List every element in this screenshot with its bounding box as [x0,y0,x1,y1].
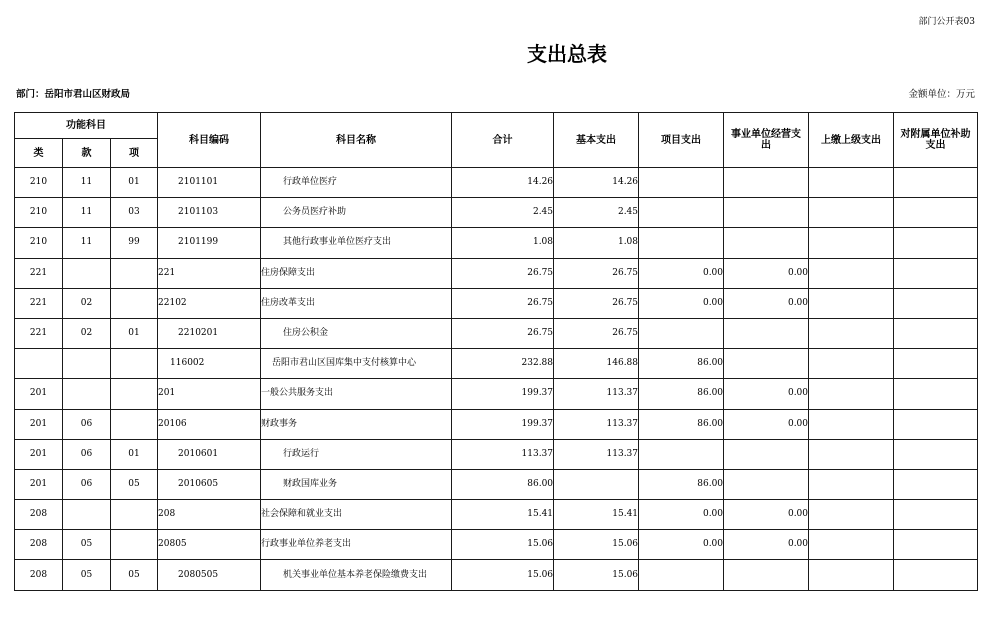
subject-name-cell: 行政事业单位养老支出 [261,530,452,560]
table-row [15,379,978,409]
subject-code-cell: 20805 [158,530,261,560]
basic-expenditure-cell: 26.75 [554,258,639,288]
header-total: 合计 [452,113,554,168]
business-expenditure-cell: 0.00 [724,379,809,409]
affiliate-subsidy-cell [894,318,978,348]
basic-expenditure-cell: 15.06 [554,530,639,560]
upper-remittance-cell [809,168,894,198]
category-lei-cell [15,349,63,379]
table-row [15,469,978,499]
total-amount-cell: 1.08 [452,228,554,258]
header-kuan: 款 [63,139,111,168]
upper-remittance-cell [809,500,894,530]
project-expenditure-cell: 0.00 [639,258,724,288]
total-amount-cell: 26.75 [452,288,554,318]
project-expenditure-cell [639,168,724,198]
subject-code-cell: 2010605 [158,469,261,499]
project-expenditure-cell: 86.00 [639,379,724,409]
form-number: 部门公开表03 [918,17,975,27]
affiliate-subsidy-cell [894,198,978,228]
category-lei-cell: 208 [15,500,63,530]
header-functional-subject: 功能科目 [15,113,158,139]
category-lei-cell: 208 [15,530,63,560]
category-kuan-cell: 02 [63,288,111,318]
subject-name-cell: 其他行政事业单位医疗支出 [261,228,452,258]
business-expenditure-cell [724,349,809,379]
category-kuan-cell: 06 [63,469,111,499]
project-expenditure-cell [639,228,724,258]
business-expenditure-cell [724,318,809,348]
subject-name-cell: 住房改革支出 [261,288,452,318]
business-expenditure-cell [724,560,809,590]
basic-expenditure-cell: 1.08 [554,228,639,258]
category-xiang-cell: 05 [111,469,158,499]
category-lei-cell: 201 [15,439,63,469]
basic-expenditure-cell: 14.26 [554,168,639,198]
table-row [15,168,978,198]
affiliate-subsidy-cell [894,469,978,499]
total-amount-cell: 232.88 [452,349,554,379]
project-expenditure-cell [639,560,724,590]
upper-remittance-cell [809,258,894,288]
table-row [15,500,978,530]
category-xiang-cell [111,500,158,530]
subject-code-cell: 2101103 [158,198,261,228]
affiliate-subsidy-cell [894,228,978,258]
affiliate-subsidy-cell [894,288,978,318]
subject-name-cell: 住房保障支出 [261,258,452,288]
subject-name-cell: 一般公共服务支出 [261,379,452,409]
basic-expenditure-cell: 26.75 [554,318,639,348]
subject-code-cell: 2210201 [158,318,261,348]
table-row [15,439,978,469]
upper-remittance-cell [809,409,894,439]
subject-name-cell: 财政国库业务 [261,469,452,499]
basic-expenditure-cell: 146.88 [554,349,639,379]
category-xiang-cell: 01 [111,318,158,348]
table-row [15,409,978,439]
header-xiang: 项 [111,139,158,168]
basic-expenditure-cell: 15.41 [554,500,639,530]
category-lei-cell: 221 [15,318,63,348]
total-amount-cell: 15.06 [452,560,554,590]
subject-name-cell: 住房公积金 [261,318,452,348]
category-lei-cell: 201 [15,409,63,439]
project-expenditure-cell: 86.00 [639,349,724,379]
category-xiang-cell [111,530,158,560]
category-lei-cell: 210 [15,198,63,228]
category-xiang-cell: 99 [111,228,158,258]
upper-remittance-cell [809,439,894,469]
category-kuan-cell [63,379,111,409]
table-row [15,318,978,348]
category-lei-cell: 221 [15,288,63,318]
basic-expenditure-cell: 113.37 [554,379,639,409]
category-lei-cell: 210 [15,168,63,198]
business-expenditure-cell [724,469,809,499]
basic-expenditure-cell: 113.37 [554,409,639,439]
project-expenditure-cell [639,318,724,348]
basic-expenditure-cell: 113.37 [554,439,639,469]
affiliate-subsidy-cell [894,379,978,409]
total-amount-cell: 15.06 [452,530,554,560]
category-lei-cell: 201 [15,379,63,409]
header-project-expenditure: 项目支出 [639,113,724,168]
category-kuan-cell: 06 [63,439,111,469]
subject-code-cell: 201 [158,379,261,409]
header-business-expenditure: 事业单位经营支出 [724,113,809,168]
header-basic-expenditure: 基本支出 [554,113,639,168]
project-expenditure-cell: 0.00 [639,500,724,530]
total-amount-cell: 113.37 [452,439,554,469]
project-expenditure-cell: 0.00 [639,288,724,318]
category-kuan-cell [63,500,111,530]
project-expenditure-cell: 86.00 [639,409,724,439]
business-expenditure-cell [724,168,809,198]
basic-expenditure-cell [554,469,639,499]
total-amount-cell: 199.37 [452,379,554,409]
subject-name-cell: 财政事务 [261,409,452,439]
expenditure-summary-table [14,112,978,591]
affiliate-subsidy-cell [894,439,978,469]
table-row [15,228,978,258]
affiliate-subsidy-cell [894,258,978,288]
category-xiang-cell: 01 [111,168,158,198]
basic-expenditure-cell: 26.75 [554,288,639,318]
upper-remittance-cell [809,530,894,560]
header-lei: 类 [15,139,63,168]
upper-remittance-cell [809,198,894,228]
category-kuan-cell: 06 [63,409,111,439]
header-affiliate-subsidy: 对附属单位补助支出 [894,113,978,168]
business-expenditure-cell [724,198,809,228]
subject-name-cell: 公务员医疗补助 [261,198,452,228]
business-expenditure-cell: 0.00 [724,288,809,318]
subject-code-cell: 2101101 [158,168,261,198]
header-subject-code: 科目编码 [158,113,261,168]
project-expenditure-cell: 0.00 [639,530,724,560]
business-expenditure-cell: 0.00 [724,409,809,439]
category-kuan-cell [63,349,111,379]
basic-expenditure-cell: 2.45 [554,198,639,228]
subject-code-cell: 2080505 [158,560,261,590]
category-xiang-cell: 01 [111,439,158,469]
category-xiang-cell [111,349,158,379]
category-xiang-cell: 03 [111,198,158,228]
business-expenditure-cell: 0.00 [724,258,809,288]
category-xiang-cell: 05 [111,560,158,590]
total-amount-cell: 15.41 [452,500,554,530]
table-row [15,198,978,228]
table-row [15,560,978,590]
table-header [15,113,978,168]
table-row [15,258,978,288]
amount-unit-label: 金额单位：万元 [908,89,975,100]
category-kuan-cell [63,258,111,288]
upper-remittance-cell [809,379,894,409]
subject-code-cell: 116002 [158,349,261,379]
table-row [15,530,978,560]
total-amount-cell: 86.00 [452,469,554,499]
category-xiang-cell [111,258,158,288]
table-row [15,288,978,318]
upper-remittance-cell [809,318,894,348]
affiliate-subsidy-cell [894,500,978,530]
total-amount-cell: 26.75 [452,258,554,288]
project-expenditure-cell [639,198,724,228]
affiliate-subsidy-cell [894,409,978,439]
category-kuan-cell: 05 [63,560,111,590]
subject-name-cell: 行政运行 [261,439,452,469]
subject-name-cell: 行政单位医疗 [261,168,452,198]
header-subject-name: 科目名称 [261,113,452,168]
department-label: 部门：岳阳市君山区财政局 [16,89,131,100]
upper-remittance-cell [809,560,894,590]
category-kuan-cell: 11 [63,228,111,258]
business-expenditure-cell [724,439,809,469]
business-expenditure-cell: 0.00 [724,530,809,560]
upper-remittance-cell [809,228,894,258]
category-lei-cell: 208 [15,560,63,590]
subject-code-cell: 20106 [158,409,261,439]
category-xiang-cell [111,379,158,409]
category-kuan-cell: 11 [63,168,111,198]
basic-expenditure-cell: 15.06 [554,560,639,590]
category-lei-cell: 210 [15,228,63,258]
project-expenditure-cell [639,439,724,469]
project-expenditure-cell: 86.00 [639,469,724,499]
subject-name-cell: 岳阳市君山区国库集中支付核算中心 [261,349,452,379]
subject-code-cell: 2010601 [158,439,261,469]
affiliate-subsidy-cell [894,560,978,590]
total-amount-cell: 26.75 [452,318,554,348]
header-upper-remittance: 上缴上级支出 [809,113,894,168]
business-expenditure-cell [724,228,809,258]
upper-remittance-cell [809,469,894,499]
page-title: 支出总表 [527,42,607,66]
upper-remittance-cell [809,288,894,318]
subject-code-cell: 208 [158,500,261,530]
category-xiang-cell [111,409,158,439]
upper-remittance-cell [809,349,894,379]
category-kuan-cell: 02 [63,318,111,348]
category-lei-cell: 221 [15,258,63,288]
table-body [15,168,978,591]
affiliate-subsidy-cell [894,349,978,379]
category-kuan-cell: 11 [63,198,111,228]
category-kuan-cell: 05 [63,530,111,560]
affiliate-subsidy-cell [894,168,978,198]
total-amount-cell: 199.37 [452,409,554,439]
category-xiang-cell [111,288,158,318]
subject-name-cell: 社会保障和就业支出 [261,500,452,530]
total-amount-cell: 14.26 [452,168,554,198]
business-expenditure-cell: 0.00 [724,500,809,530]
subject-code-cell: 221 [158,258,261,288]
category-lei-cell: 201 [15,469,63,499]
subject-code-cell: 2101199 [158,228,261,258]
subject-code-cell: 22102 [158,288,261,318]
total-amount-cell: 2.45 [452,198,554,228]
table-row [15,349,978,379]
affiliate-subsidy-cell [894,530,978,560]
subject-name-cell: 机关事业单位基本养老保险缴费支出 [261,560,452,590]
